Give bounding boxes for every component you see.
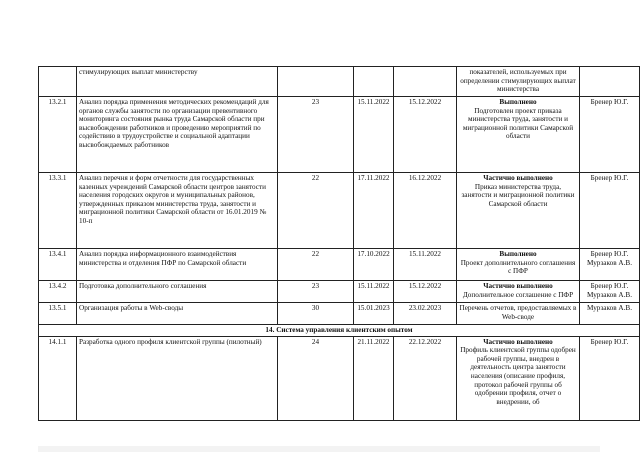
section-title: 14. Система управления клиентским опытом <box>39 325 640 337</box>
start-date: 15.01.2023 <box>354 303 394 325</box>
result-note: Приказ министерства труда, занятости и миграционной политики Самарской области <box>461 182 575 208</box>
item-number <box>39 67 77 97</box>
item-number: 13.3.1 <box>39 173 77 249</box>
responsible-person: Мурзаков А.В. <box>586 304 632 312</box>
work-days: 22 <box>278 249 354 281</box>
end-date: 15.12.2022 <box>394 97 457 173</box>
result-cell <box>457 281 580 303</box>
item-number: 14.1.1 <box>39 336 77 420</box>
table-row <box>39 303 640 325</box>
end-date: 15.12.2022 <box>394 281 457 303</box>
item-description: Анализ перечня и форм отчетности для государственных казенных учреждений Самарской области центров занятости населения городских округов и муниципальных районов, утвержденных приказом министерства труда, занятости и миграционной политики Самарской области от 16.01.2019 № 10-п <box>77 173 278 249</box>
item-description: Анализ порядка применения методических рекомендаций для органов службы занятости по организации превентивного мониторинга состояния рынка труда Самарской области при высвобождении работников и проведению мероприятий по содействию в трудоустройстве и социальной адаптации высвобождаемых работников <box>77 97 278 173</box>
start-date: 15.11.2022 <box>354 97 394 173</box>
section-row <box>39 325 640 337</box>
status-label: Частично выполнено <box>483 282 553 290</box>
start-date <box>354 67 394 97</box>
result-note: Профиль клиентской группы одобрен рабочей группы, внедрен в деятельность центра занятости населения (описание профиля, протокол рабочей группы об одобрении профиля, отчет о внедрении, об <box>460 346 576 406</box>
end-date: 15.11.2022 <box>394 249 457 281</box>
status-label: Выполнено <box>499 250 537 258</box>
status-label: Выполнено <box>499 98 537 106</box>
result-note: показателей, используемых при определении стимулирующих выплат министерства <box>460 68 576 94</box>
item-description: Организация работы в Web-своды <box>77 303 278 325</box>
plan-table <box>38 66 640 421</box>
table-row <box>39 336 640 420</box>
work-days: 30 <box>278 303 354 325</box>
result-cell <box>457 97 580 173</box>
responsible-person: Мурзаков А.В. <box>586 258 632 267</box>
item-number: 13.2.1 <box>39 97 77 173</box>
responsible-cell <box>580 97 640 173</box>
start-date: 17.10.2022 <box>354 249 394 281</box>
result-cell <box>457 303 580 325</box>
item-number: 13.4.1 <box>39 249 77 281</box>
table-row <box>39 281 640 303</box>
end-date <box>394 67 457 97</box>
start-date: 17.11.2022 <box>354 173 394 249</box>
responsible-person: Бренер Ю.Г. <box>590 282 629 290</box>
work-days: 23 <box>278 97 354 173</box>
item-description: Анализ порядка информационного взаимодействия министерства и отделения ПФР по Самарской области <box>77 249 278 281</box>
start-date: 15.11.2022 <box>354 281 394 303</box>
result-note: Дополнительное соглашение с ПФР <box>462 290 574 299</box>
work-days: 24 <box>278 336 354 420</box>
responsible-person: Бренер Ю.Г. <box>590 337 629 346</box>
table-row <box>39 67 640 97</box>
result-note: Проект дополнительного соглашения с ПФР <box>460 258 576 276</box>
responsible-person: Бренер Ю.Г. <box>590 98 629 106</box>
table-row <box>39 97 640 173</box>
responsible-cell <box>580 249 640 281</box>
item-description: Разработка одного профиля клиентской группы (пилотный) <box>77 336 278 420</box>
scan-edge <box>0 446 640 452</box>
table-row <box>39 173 640 249</box>
end-date: 23.02.2023 <box>394 303 457 325</box>
responsible-person: Бренер Ю.Г. <box>590 174 629 182</box>
responsible-person: Мурзаков А.В. <box>586 290 632 299</box>
result-cell <box>457 336 580 420</box>
responsible-cell <box>580 336 640 420</box>
responsible-cell <box>580 173 640 249</box>
result-cell <box>457 249 580 281</box>
table-body <box>39 67 640 421</box>
status-label: Частично выполнено <box>483 174 553 182</box>
responsible-cell <box>580 281 640 303</box>
item-number: 13.5.1 <box>39 303 77 325</box>
work-days: 22 <box>278 173 354 249</box>
responsible-cell <box>580 303 640 325</box>
result-cell <box>457 173 580 249</box>
item-description: стимулирующих выплат министерству <box>77 67 278 97</box>
result-note: Перечень отчетов, предоставляемых в Web-своде <box>459 304 577 321</box>
work-days: 23 <box>278 281 354 303</box>
status-label: Частично выполнено <box>483 337 553 346</box>
result-cell <box>457 67 580 97</box>
end-date: 16.12.2022 <box>394 173 457 249</box>
end-date: 22.12.2022 <box>394 336 457 420</box>
work-days <box>278 67 354 97</box>
result-note: Подготовлен проект приказа министерства труда, занятости и миграционной политики Самарской области <box>462 106 574 141</box>
table-row <box>39 249 640 281</box>
responsible-cell <box>580 67 640 97</box>
start-date: 21.11.2022 <box>354 336 394 420</box>
item-description: Подготовка дополнительного соглашения <box>77 281 278 303</box>
responsible-person: Бренер Ю.Г. <box>590 250 629 258</box>
item-number: 13.4.2 <box>39 281 77 303</box>
